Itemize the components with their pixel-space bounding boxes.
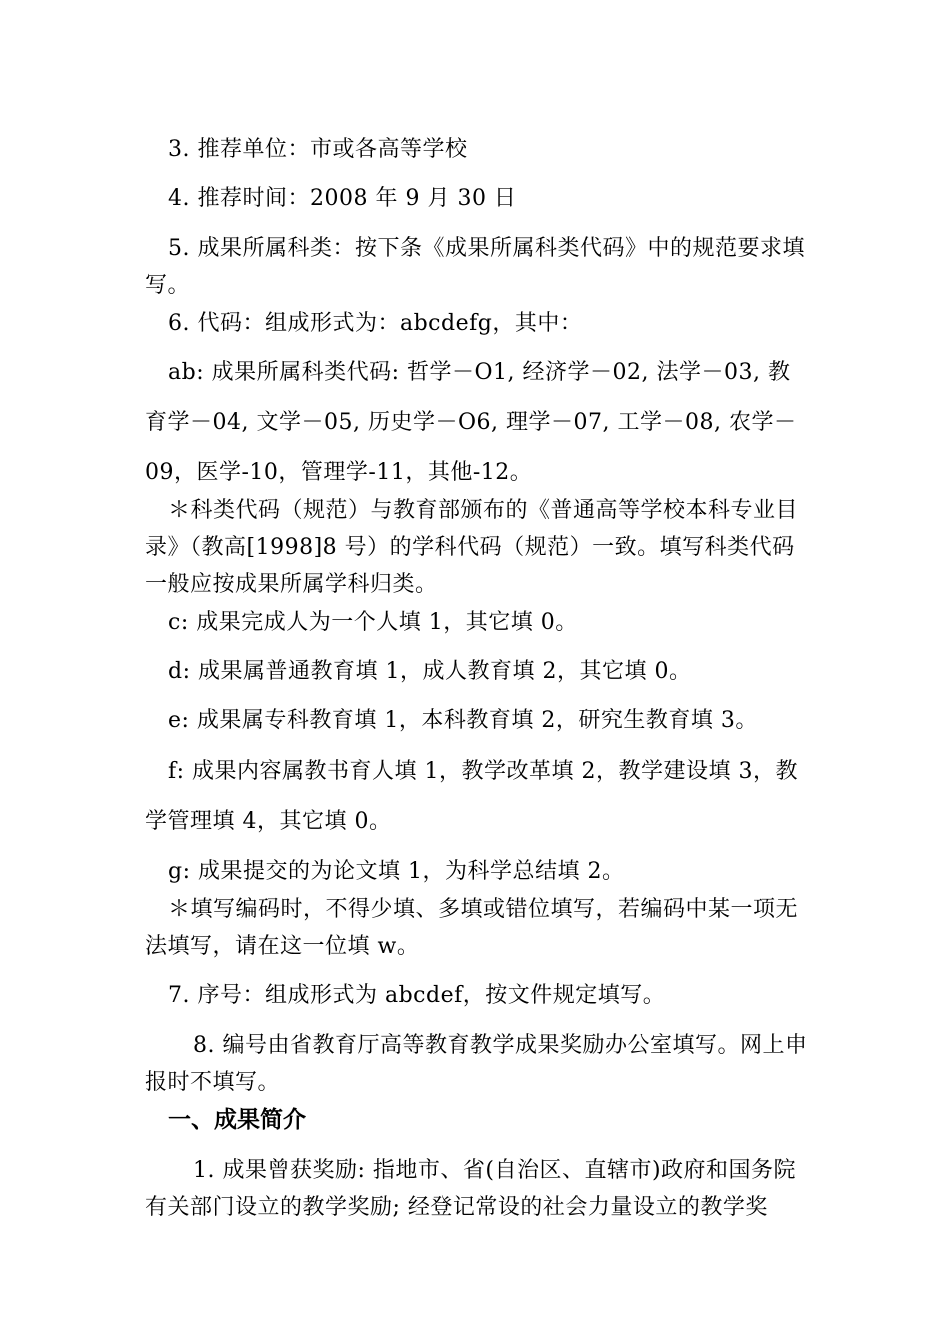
item-numbering: 8. 编号由省教育厅高等教育教学成果奖励办公室填写。网上申报时不填写。 [145, 1033, 808, 1095]
item-code-ab: ab: 成果所属科类代码: 哲学－O1, 经济学－02, 法学－03, 教育学－04, 文学－05, 历史学－O6, 理学－07, 工学－08, 农学－09，医学-10，管理学-11，其他-12。 [145, 360, 797, 485]
item-code-c: c: 成果完成人为一个人填 1，其它填 0。 [168, 610, 578, 635]
item-discipline-category: 5. 成果所属科类：按下条《成果所属科类代码》中的规范要求填写。 [145, 236, 805, 298]
item-awards-received: 1. 成果曾获奖励: 指地市、省(自治区、直辖市)政府和国务院有关部门设立的教学奖励; 经登记常设的社会力量设立的教学奖 [145, 1158, 797, 1220]
item-code-format: 6. 代码：组成形式为：abcdefg，其中： [168, 311, 583, 336]
item-recommending-time: 4. 推荐时间：2008 年 9 月 30 日 [168, 186, 517, 211]
note-category-code: ＊科类代码（规范）与教育部颁布的《普通高等学校本科专业目录》（教高[1998]8 号）的学科代码（规范）一致。填写科类代码一般应按成果所属学科归类。 [145, 498, 799, 597]
item-code-d: d: 成果属普通教育填 1，成人教育填 2，其它填 0。 [168, 659, 692, 684]
section-heading: 一、成果简介 [168, 1107, 306, 1133]
item-code-f: f: 成果内容属教书育人填 1，教学改革填 2，教学建设填 3，教学管理填 4，其它填 0。 [145, 759, 799, 834]
item-code-g: g: 成果提交的为论文填 1，为科学总结填 2。 [168, 859, 625, 884]
item-serial-number: 7. 序号：组成形式为 abcdef，按文件规定填写。 [168, 983, 666, 1008]
note-coding-rules: ＊填写编码时，不得少填、多填或错位填写，若编码中某一项无法填写，请在这一位填 w。 [145, 897, 799, 959]
item-code-e: e: 成果属专科教育填 1，本科教育填 2，研究生教育填 3。 [168, 708, 758, 733]
item-recommending-unit: 3. 推荐单位：市或各高等学校 [168, 137, 468, 162]
